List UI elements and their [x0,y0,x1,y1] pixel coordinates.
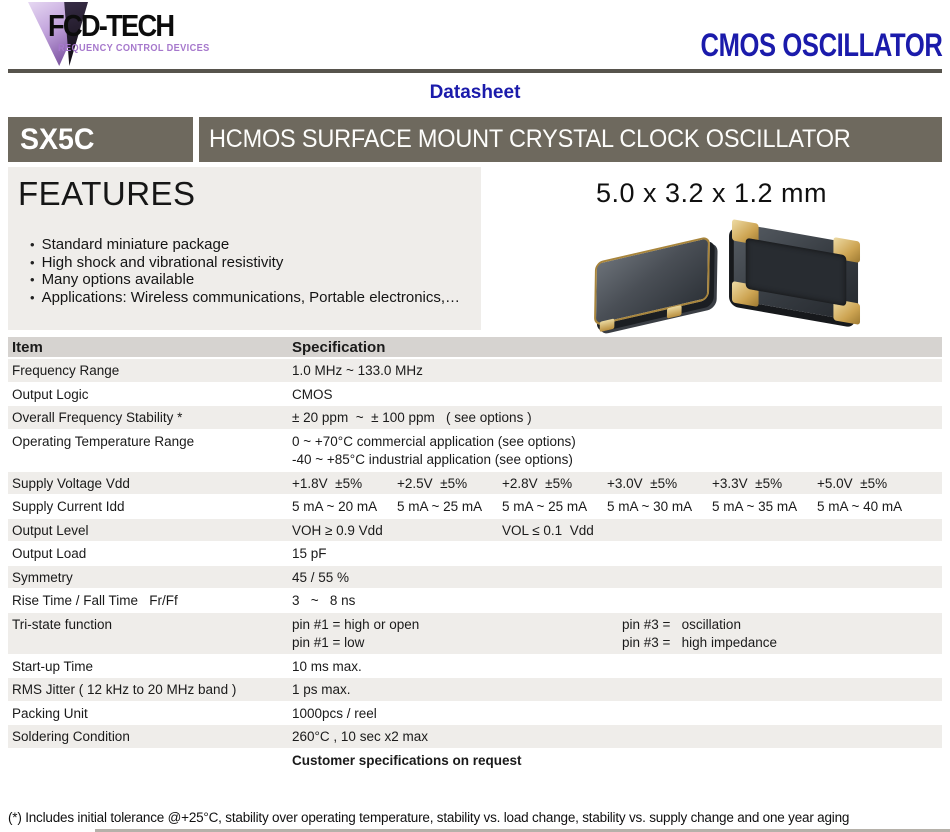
feature-item: • High shock and vibrational resistivity [30,254,481,272]
spec-item-label: Output Logic [12,386,89,402]
spec-value-group [292,359,942,382]
spec-value: 5 mA ~ 25 mA [397,499,483,514]
model-name: SX5C [20,122,95,156]
spec-line [292,635,942,651]
column-header-specification: Specification [292,338,386,356]
spec-item-label: RMS Jitter ( 12 kHz to 20 MHz band ) [12,682,237,697]
table-row [8,725,942,749]
table-row [8,542,942,566]
table-row [8,655,942,679]
spec-value: Customer specifications on request [292,752,522,768]
oscillator-bottom-view-image [734,222,858,321]
spec-value-group [292,589,942,612]
spec-item-label: Output Load [12,546,87,561]
features-heading: FEATURES [18,175,196,212]
spec-item-label: Overall Frequency Stability * [12,410,183,425]
feature-item: • Many options available [30,271,481,289]
spec-value: 5 mA ~ 30 mA [607,499,693,514]
category-title: CMOS OSCILLATOR [700,27,942,63]
feature-item: • Applications: Wireless communications, Portable electronics,… [30,289,481,307]
spec-line [292,499,942,515]
spec-line [292,659,942,675]
spec-value: 1.0 MHz ~ 133.0 MHz [292,363,423,378]
features-panel [8,167,481,330]
spec-value: pin #3 = oscillation [622,616,741,632]
footnote: (*) Includes initial tolerance @+25°C, stability over operating temperature, stability vs. load change, stability vs. supply change and one year aging [8,810,850,825]
spec-line [292,682,942,698]
spec-value-group [292,406,942,429]
package-dimensions: 5.0 x 3.2 x 1.2 mm [595,178,828,208]
spec-value-group [292,542,942,565]
table-row [8,359,942,383]
spec-table [8,337,942,772]
spec-line [292,476,942,492]
logo-wordmark: FCD-TECH [48,8,174,43]
spec-item-label: Frequency Range [12,363,120,378]
spec-value: 3 ~ 8 ns [292,593,356,608]
table-row [8,406,942,430]
spec-line [292,593,942,609]
spec-value: +3.0V ±5% [607,475,678,491]
spec-line [292,452,942,468]
product-title: HCMOS SURFACE MOUNT CRYSTAL CLOCK OSCILLATOR [209,125,851,153]
table-row [8,613,942,655]
spec-value: 10 ms max. [292,658,362,674]
spec-value-group [292,495,942,518]
table-row [8,702,942,726]
spec-value-group [292,383,942,406]
spec-value: 260°C , 10 sec x2 max [292,729,428,744]
spec-item-label: Rise Time / Fall Time Fr/Ff [12,593,178,608]
spec-line [292,523,942,539]
spec-line [292,706,942,722]
spec-line [292,753,942,769]
spec-value: pin #1 = low [292,635,365,650]
spec-value-group [292,519,942,542]
spec-line [292,617,942,633]
table-row [8,495,942,519]
spec-value: +2.8V ±5% [502,475,573,491]
spec-value: 5 mA ~ 20 mA [292,499,378,514]
doc-type-label: Datasheet [429,82,521,103]
package-cavity [746,238,846,306]
spec-line [292,434,942,450]
spec-line [292,546,942,562]
spec-value: +5.0V ±5% [817,475,888,491]
spec-item-label: Soldering Condition [12,729,130,744]
spec-value-group [292,566,942,589]
spec-value: ± 20 ppm ~ ± 100 ppm ( see options ) [292,410,532,425]
feature-item: • Standard miniature package [30,236,481,254]
spec-line [292,729,942,745]
spec-value: 45 / 55 % [292,569,350,585]
spec-value: 5 mA ~ 40 mA [817,499,903,514]
spec-value-group [292,430,942,471]
gold-pad-icon [600,318,615,332]
table-row [8,566,942,590]
table-row [8,519,942,543]
spec-value-group [292,702,942,725]
spec-value-group [292,749,942,772]
gold-pad-icon [667,305,682,319]
spec-value-group [292,472,942,495]
spec-value-group [292,678,942,701]
spec-value: 15 pF [292,546,327,561]
spec-value: +3.3V ±5% [712,475,783,491]
spec-item-label: Supply Voltage Vdd [12,475,130,491]
table-row [8,678,942,702]
spec-value: pin #1 = high or open [292,616,420,632]
spec-value: 5 mA ~ 25 mA [502,499,588,514]
spec-value: VOL ≤ 0.1 Vdd [502,522,594,538]
spec-item-label [8,749,292,772]
spec-item-label: Tri-state function [12,616,113,632]
table-row [8,383,942,407]
spec-value: 1000pcs / reel [292,705,377,721]
spec-value: +1.8V ±5% [292,475,363,491]
spec-table-header [8,337,942,359]
product-title-bar [199,117,942,162]
spec-value: 1 ps max. [292,682,351,697]
spec-item-label: Symmetry [12,569,73,585]
features-list [30,236,481,306]
spec-line [292,570,942,586]
model-badge [8,117,193,162]
spec-value-group [292,613,942,654]
spec-value: 5 mA ~ 35 mA [712,499,798,514]
spec-value-group [292,655,942,678]
oscillator-top-view-image [594,236,710,326]
table-row [8,589,942,613]
spec-line [292,410,942,426]
spec-value: -40 ~ +85°C industrial application (see options) [292,452,573,467]
spec-table-body [8,359,942,772]
spec-value: 0 ~ +70°C commercial application (see options) [292,433,576,449]
company-logo [28,2,210,68]
spec-item-label: Supply Current Idd [12,499,125,514]
header-divider [8,69,942,73]
product-photos [481,212,942,332]
spec-line [292,387,942,403]
spec-value: CMOS [292,386,333,402]
column-header-item: Item [12,338,43,356]
spec-item-label: Operating Temperature Range [12,433,195,449]
spec-item-label: Start-up Time [12,658,94,674]
spec-value: pin #3 = high impedance [622,635,777,650]
table-row [8,749,942,773]
table-row [8,472,942,496]
spec-value-group [292,725,942,748]
logo-tagline: REQUENCY CONTROL DEVICES [58,43,210,54]
spec-item-label: Packing Unit [12,705,88,721]
spec-item-label: Output Level [12,522,89,538]
spec-line [292,363,942,379]
spec-value: VOH ≥ 0.9 Vdd [292,522,383,538]
spec-value: +2.5V ±5% [397,475,468,491]
table-row [8,430,942,472]
